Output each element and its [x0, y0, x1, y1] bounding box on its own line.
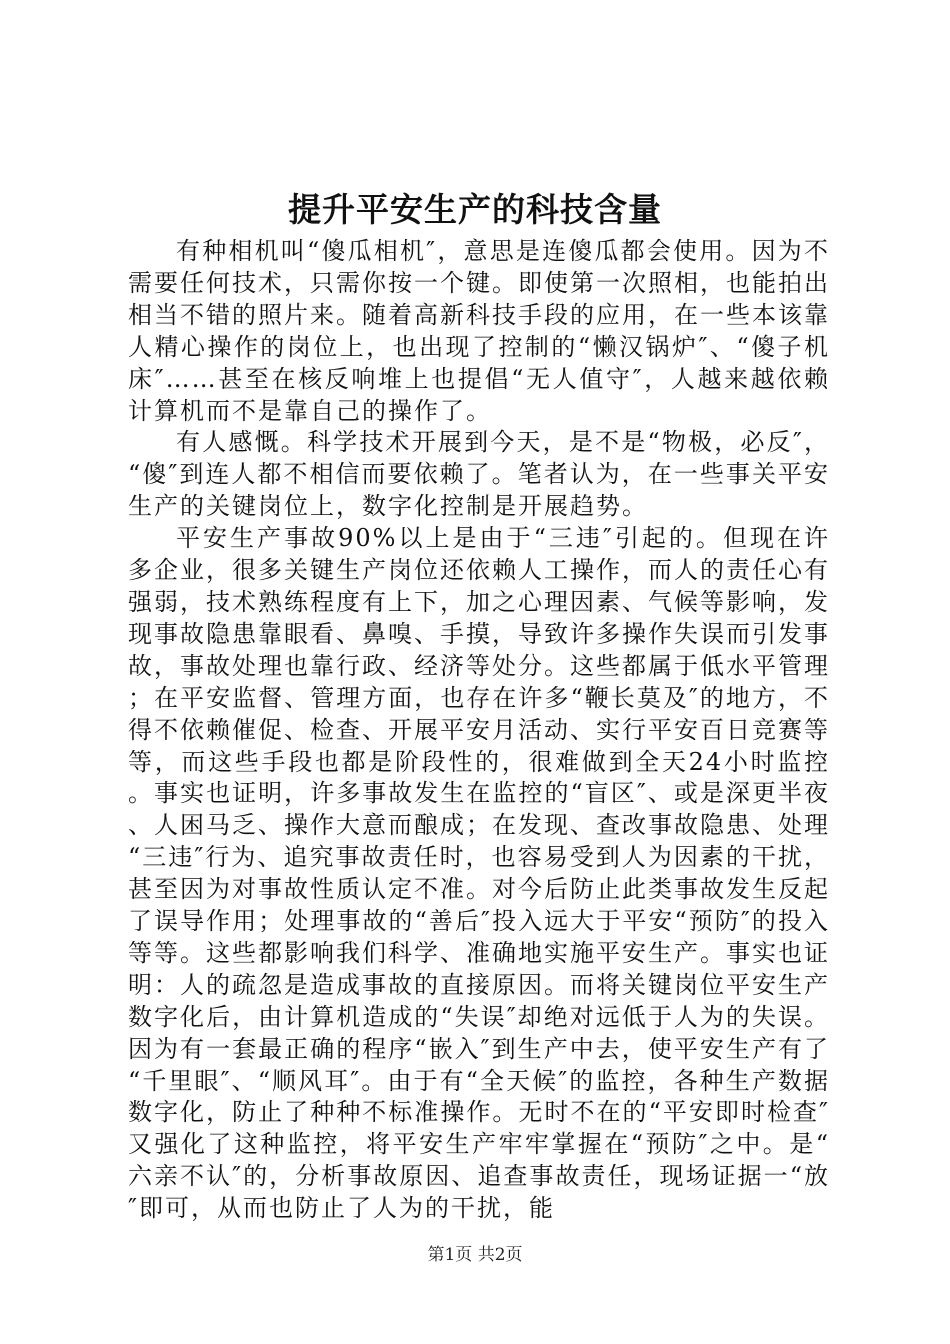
page-number: 第1页: [427, 1245, 473, 1265]
paragraph-3: 平安生产事故90%以上是由于“三违″引起的。但现在许多企业，很多关键生产岗位还依赖人工操作，而人的责任心有强弱，技术熟练程度有上下，加之心理因素、气候等影响，发现事故隐患靠眼看、鼻嗅、手摸，导致许多操作失误而引发事故，事故处理也靠行政、经济等处分。这些都属于低水平管理；在平安监督、管理方面，也存在许多“鞭长莫及″的地方，不得不依赖催促、检查、开展平安月活动、实行平安百日竞赛等等，而这些手段也都是阶段性的，很难做到全天24小时监控。事实也证明，许多事故发生在监控的“盲区″、或是深更半夜、人困马乏、操作大意而酿成；在发现、查改事故隐患、处理“三违″行为、追究事故责任时，也容易受到人为因素的干扰，甚至因为对事故性质认定不准。对今后防止此类事故发生反起了误导作用；处理事故的“善后″投入远大于平安“预防″的投入等等。这些都影响我们科学、准确地实施平安生产。事实也证明：人的疏忽是造成事故的直接原因。而将关键岗位平安生产数字化后，由计算机造成的“失误″却绝对远低于人为的失误。因为有一套最正确的程序“嵌入″到生产中去，使平安生产有了“千里眼″、“顺风耳″。由于有“全天候″的监控，各种生产数据数字化，防止了种种不标准操作。无时不在的“平安即时检查″又强化了这种监控，将平安生产牢牢掌握在“预防″之中。是“六亲不认″的，分析事故原因、追查事故责任，现场证据一“放″即可，从而也防止了人为的干扰，能: [128, 524, 830, 1223]
page-total: 共2页: [477, 1245, 523, 1265]
document-title: 提升平安生产的科技含量: [288, 190, 662, 229]
paragraph-2: 有人感慨。科学技术开展到今天，是不是“物极，必反″，“傻″到连人都不相信而要依赖了。笔者认为，在一些事关平安生产的关键岗位上，数字化控制是开展趋势。: [128, 428, 830, 521]
document-body: [128, 236, 830, 1225]
paragraph-1: 有种相机叫“傻瓜相机″，意思是连傻瓜都会使用。因为不需要任何技术，只需你按一个键。即使第一次照相，也能拍出相当不错的照片来。随着高新科技手段的应用，在一些本该靠人精心操作的岗位上，也出现了控制的“懒汉锅炉″、“傻子机床″……甚至在核反响堆上也提倡“无人值守″，人越来越依赖计算机而不是靠自己的操作了。: [128, 237, 830, 425]
page-footer: [0, 1243, 950, 1267]
